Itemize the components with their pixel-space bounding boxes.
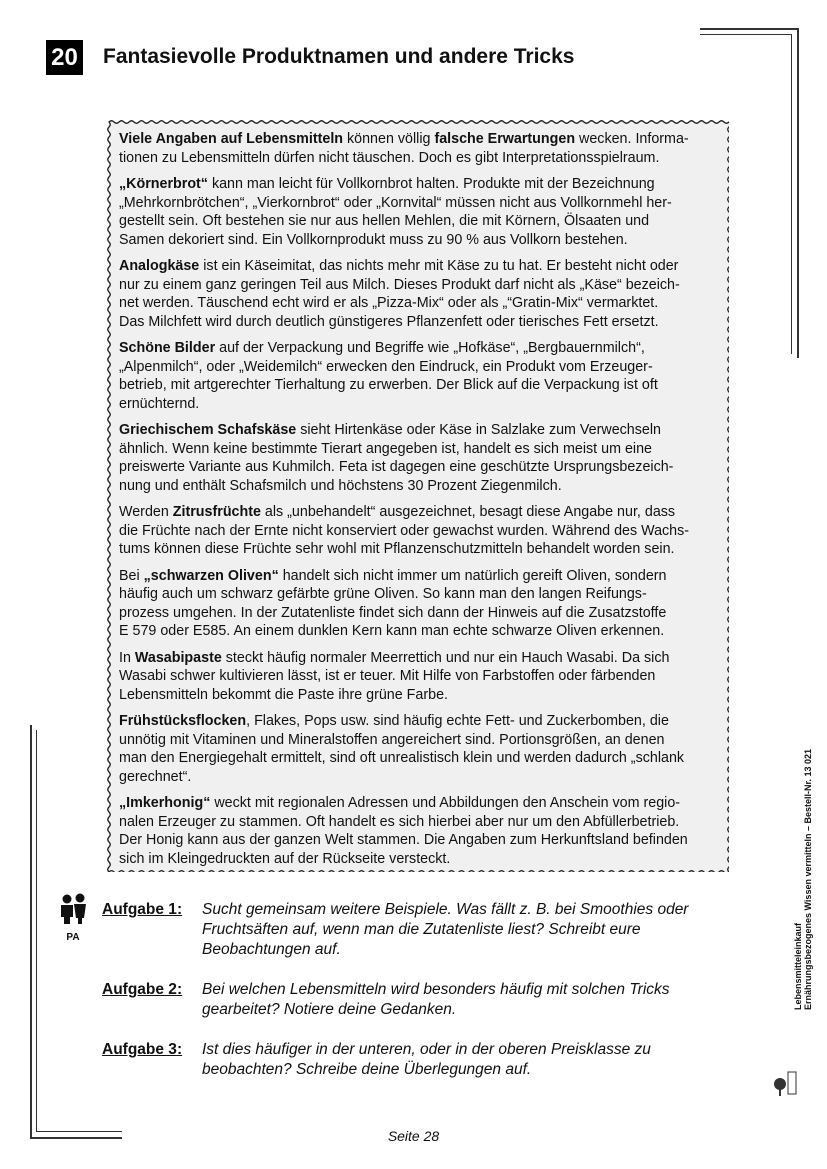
page-title: Fantasievolle Produktnamen und andere Tricks [103, 45, 575, 68]
box-paragraph [119, 257, 717, 331]
text-run: tionen zu Lebensmitteln dürfen nicht täuschen. Doch es gibt Interpretationsspielraum. [119, 149, 660, 166]
bold-term: „Körnerbrot“ [119, 176, 208, 192]
info-box [105, 118, 729, 872]
bold-term: Wasabipaste [134, 649, 222, 666]
task-2 [102, 980, 722, 1020]
box-paragraph [119, 339, 717, 413]
text-run: preiswerte Variante aus Kuhmilch. Feta ist dagegen eine geschützte Ursprungsbezeich- [119, 459, 674, 475]
task-text: Sucht gemeinsam weitere Beispiele. Was fällt z. B. bei Smoothies oder Fruchtsäften auf, wenn man die Zutatenliste liest? Schreibt eure Beobachtungen auf. [202, 901, 689, 958]
frame-left-line-2 [36, 730, 37, 1132]
pa-label: PA [66, 932, 80, 943]
info-box-text [119, 130, 717, 876]
bold-term: Analogkäse [119, 258, 200, 274]
bold-term: Griechischem Schafskäse [119, 422, 297, 438]
task-text: Bei welchen Lebensmitteln wird besonders häufig mit solchen Tricks gearbeitet? Notiere deine Gedanken. [202, 981, 670, 1018]
bold-term: „schwarzen Oliven“ [143, 567, 279, 584]
bold-term: falsche Erwartungen [434, 131, 576, 147]
text-run: nung und enthält Schafsmilch und höchstens 30 Prozent Ziegenmilch. [119, 477, 562, 494]
text-run: weckt mit regionalen Adressen und Abbildungen den Anschein vom regio- [210, 795, 681, 811]
publisher-sidebar [793, 749, 813, 1010]
text-run: man den Energiegehalt ermittelt, sind oft unrealistisch klein und werden dadurch „schlank [119, 750, 685, 766]
text-run: „Alpenmilch“, oder „Weidemilch“ erwecken den Eindruck, ein Produkt vom Erzeuger- [119, 358, 653, 375]
task-label: Aufgabe 1: [102, 901, 183, 918]
tree-icon [770, 1070, 800, 1098]
box-paragraph [119, 567, 717, 641]
text-run: ähnlich. Wenn keine bestimmte Tierart angegeben ist, handelt es sich meist um eine [119, 440, 652, 457]
task-label: Aufgabe 2: [102, 981, 183, 998]
text-run: Werden [119, 504, 173, 520]
box-paragraph [119, 130, 717, 167]
box-paragraph [119, 712, 717, 786]
text-run: prozess umgehen. In der Zutatenliste findet sich dann der Hinweis auf die Zusatzstoffe [119, 604, 667, 621]
frame-right-line-2 [791, 34, 792, 354]
text-run: nalen Erzeuger zu stammen. Oft handelt es sich hierbei aber nur um den Abfüllerbetrieb. [119, 813, 680, 830]
task-text: Ist dies häufiger in der unteren, oder in der oberen Preisklasse zu beobachten? Schreibe deine Überlegungen auf. [202, 1041, 651, 1078]
bold-term: Zitrusfrüchte [172, 504, 261, 520]
text-run: net werden. Täuschend echt wird er als „Pizza-Mix“ oder als „“Gratin-Mix“ vermarktet. [119, 295, 659, 311]
task-3 [102, 1040, 722, 1080]
box-paragraph [119, 794, 717, 868]
task-1 [102, 900, 722, 960]
text-run: können völlig [343, 131, 435, 147]
bold-term: Schöne Bilder [119, 340, 216, 356]
frame-right-line [797, 28, 799, 358]
frame-left-line [30, 725, 32, 1138]
bold-term: „Imkerhonig“ [119, 795, 211, 811]
text-run: nur zu einem ganz geringen Teil aus Milch. Dieses Produkt darf nicht als „Käse“ bezeich- [119, 276, 680, 293]
text-run: Der Honig kann aus der ganzen Welt stammen. Die Angaben zum Herkunftsland befinden [119, 832, 688, 848]
text-run: ist ein Käseimitat, das nichts mehr mit Käse zu tu hat. Er besteht nicht oder [199, 258, 679, 274]
text-run: Samen dekoriert sind. Ein Vollkornprodukt muss zu 90 % aus Vollkorn bestehen. [119, 231, 628, 248]
section-number: 20 [46, 40, 83, 75]
bold-term: Viele Angaben auf Lebensmitteln [119, 131, 344, 147]
text-run: als „unbehandelt“ ausgezeichnet, besagt diese Angabe nur, dass [260, 504, 676, 520]
people-icon [58, 893, 88, 925]
text-run: steckt häufig normaler Meerrettich und nur ein Hauch Wasabi. Da sich [221, 649, 670, 666]
text-run: E 579 oder E585. An einem dunklen Kern kann man echte schwarze Oliven erkennen. [119, 623, 665, 639]
text-run: , Flakes, Pops usw. sind häufig echte Fett- und Zuckerbomben, die [246, 713, 669, 729]
box-paragraph [119, 175, 717, 249]
sidebar-line-1: Lebensmitteleinkauf [793, 922, 803, 1010]
text-run: Wasabi schwer kultivieren lässt, ist er teuer. Mit Hilfe von Farbstoffen oder färbenden [119, 668, 656, 684]
sidebar-line-2: Ernährungsbezogenes Wissen vermitteln – Bestell-Nr. 13 021 [803, 748, 813, 1010]
box-paragraph [119, 421, 717, 495]
text-run: kann man leicht für Vollkornbrot halten. Produkte mit der Bezeichnung [207, 176, 655, 192]
text-run: In [119, 649, 135, 666]
text-run: gerechnet“. [119, 768, 192, 785]
text-run: auf der Verpackung und Begriffe wie „Hofkäse“, „Bergbauernmilch“, [215, 340, 645, 356]
task-label: Aufgabe 3: [102, 1041, 183, 1058]
text-run: Bei [119, 567, 144, 584]
text-run: „Mehrkornbrötchen“, „Vierkornbrot“ oder „Kornvital“ müssen nicht aus Vollkornmehl her- [119, 194, 672, 211]
box-paragraph [119, 649, 717, 705]
text-run: wecken. Informa- [575, 131, 689, 147]
text-run: ernüchternd. [119, 395, 200, 412]
bold-term: Frühstücksflocken [119, 713, 247, 729]
text-run: Das Milchfett wird durch deutlich günstigeres Pflanzenfett oder tierisches Fett ersetzt. [119, 313, 659, 330]
text-run: sich im Kleingedruckten auf der Rückseite versteckt. [119, 850, 451, 867]
partner-work-badge [58, 893, 88, 943]
box-paragraph [119, 503, 717, 559]
text-run: tums können diese Früchte sehr wohl mit Pflanzenschutzmitteln behandelt worden sein. [119, 541, 675, 557]
text-run: Lebensmitteln bekommt die Paste ihre grüne Farbe. [119, 686, 449, 703]
publisher-logo [770, 1070, 800, 1098]
text-run: häufig auch um schwarz gefärbte grüne Oliven. So kann man den langen Reifungs- [119, 586, 647, 602]
text-run: unnötig mit Vitaminen und Mineralstoffen angereichert sind. Portionsgrößen, an denen [119, 731, 665, 748]
text-run: handelt sich nicht immer um natürlich gereift Oliven, sondern [278, 567, 667, 584]
text-run: sieht Hirtenkäse oder Käse in Salzlake zum Verwechseln [296, 422, 661, 438]
text-run: gestellt sein. Oft bestehen sie nur aus hellen Mehlen, die mit Körnern, Ölsaaten und [119, 213, 650, 229]
frame-top-line-2 [700, 34, 791, 35]
text-run: betrieb, mit artgerechter Tierhaltung zu erwerben. Der Blick auf die Verpackung ist oft [119, 377, 658, 393]
frame-top-line [700, 28, 798, 30]
text-run: die Früchte nach der Ernte nicht konserviert oder gewachst wurden. Während des Wachs- [119, 522, 690, 539]
page-number: Seite 28 [387, 1128, 440, 1144]
